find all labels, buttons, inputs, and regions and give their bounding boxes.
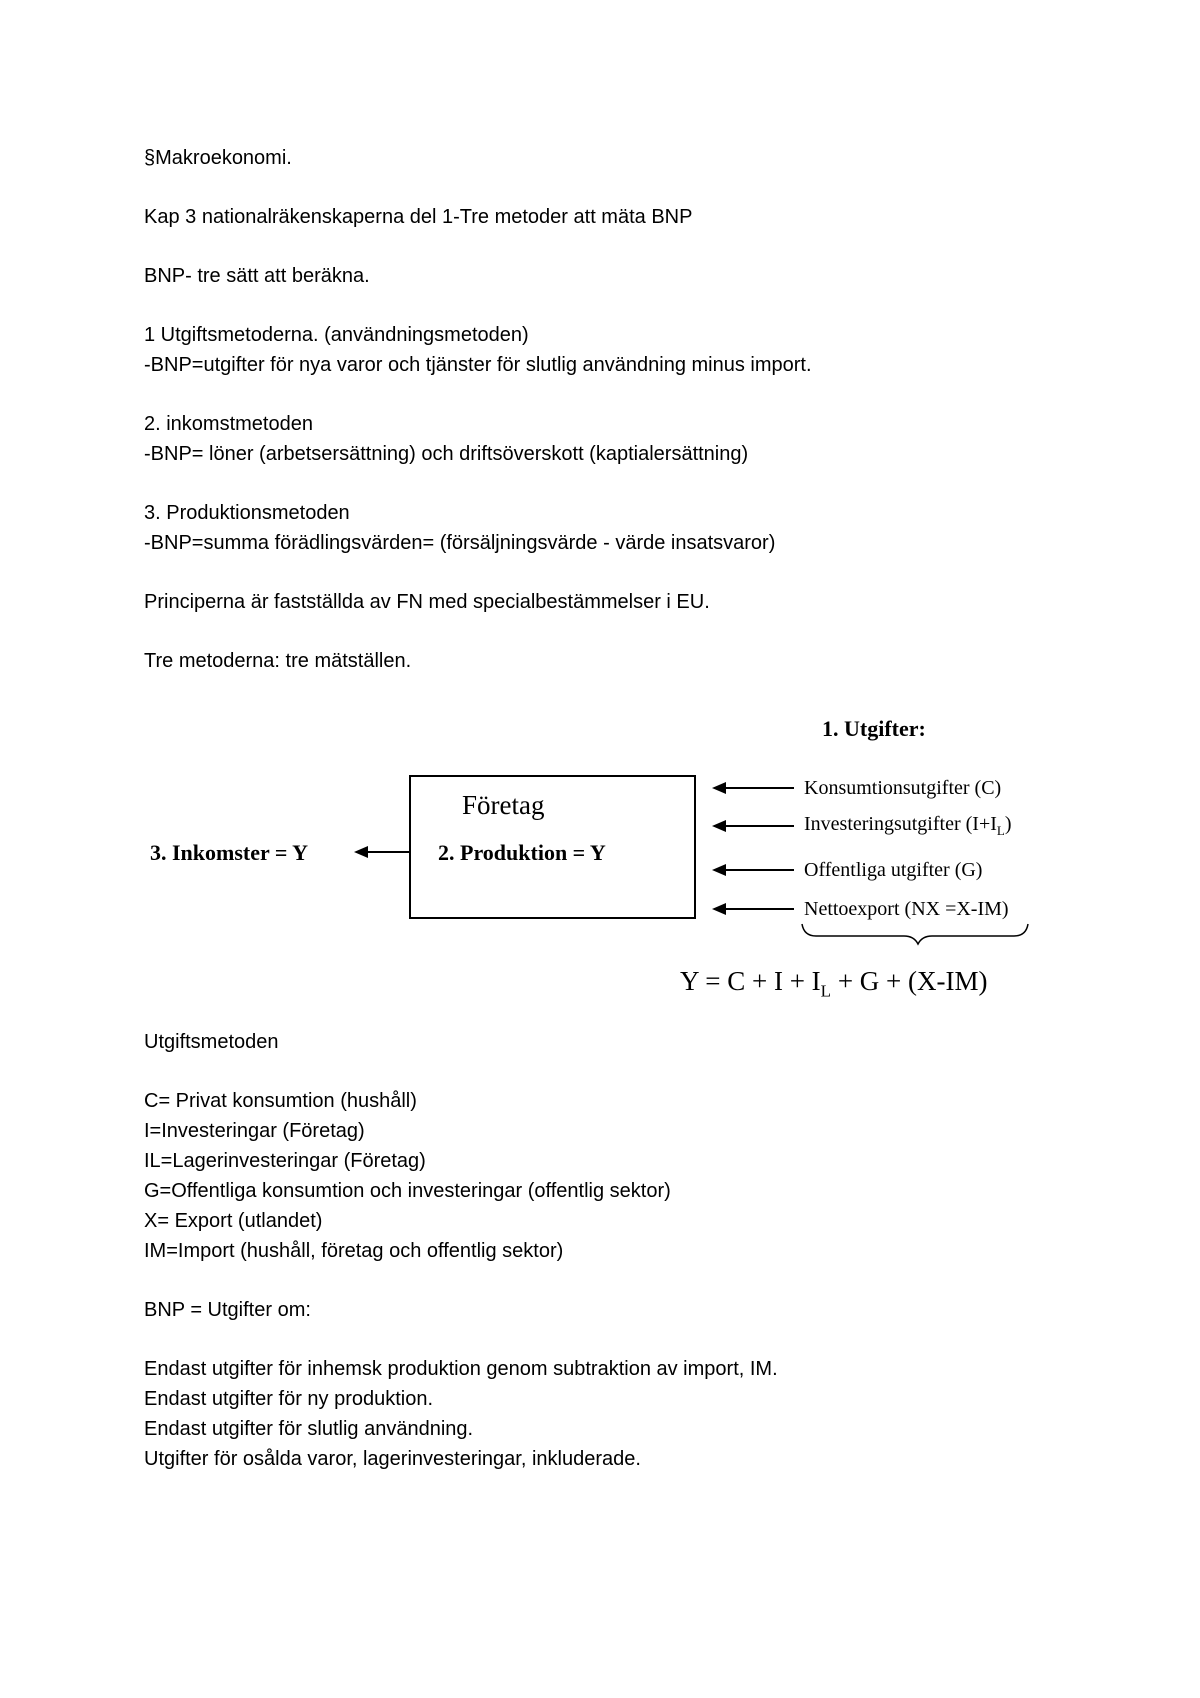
investering-label: Investeringsutgifter $(I+I_L)$ [804, 813, 1012, 838]
method2-description: -BNP= löner (arbetsersättning) och driftsöverskott (kaptialersättning) [144, 443, 749, 465]
konsumtion-label: Konsumtionsutgifter (C) [804, 777, 1002, 799]
definition-item: C= Privat konsumtion (hushåll) [144, 1090, 417, 1112]
bnp-flow-diagram [144, 700, 1064, 1030]
chapter-title: Kap 3 nationalräkenskaperna del 1-Tre metoder att mäta BNP [144, 206, 693, 228]
document-heading: §Makroekonomi. [144, 147, 292, 169]
konsumtion-arrowhead [712, 782, 726, 794]
bnp-conditions-title: BNP = Utgifter om: [144, 1299, 311, 1321]
method2-title: 2. inkomstmetoden [144, 413, 313, 435]
flows-brace [802, 924, 1028, 944]
condition-item: Endast utgifter för ny produktion. [144, 1388, 434, 1410]
bnp-equation: $Y = C + I + I_L + G + (X-IM)$ [680, 966, 988, 1001]
foretag-label: Företag [462, 790, 545, 820]
condition-item: Endast utgifter för slutlig användning. [144, 1418, 474, 1440]
inkomster-arrowhead [354, 846, 368, 858]
offentliga-label: Offentliga utgifter (G) [804, 859, 983, 881]
definition-item: X= Export (utlandet) [144, 1210, 323, 1232]
definition-item: I=Investeringar (Företag) [144, 1120, 365, 1142]
intro-line: BNP- tre sätt att beräkna. [144, 265, 370, 287]
condition-item: Utgifter för osålda varor, lagerinvesteringar, inkluderade. [144, 1448, 641, 1470]
definition-item: IM=Import (hushåll, företag och offentlig sektor) [144, 1240, 564, 1262]
definition-item: IL=Lagerinvesteringar (Företag) [144, 1150, 426, 1172]
method1-title: 1 Utgiftsmetoderna. (användningsmetoden) [144, 324, 529, 346]
principles-line: Principerna är fastställda av FN med specialbestämmelser i EU. [144, 591, 710, 613]
offentliga-arrowhead [712, 864, 726, 876]
definition-item: G=Offentliga konsumtion och investeringar (offentlig sektor) [144, 1180, 671, 1202]
method1-description: -BNP=utgifter för nya varor och tjänster för slutlig användning minus import. [144, 354, 812, 376]
condition-item: Endast utgifter för inhemsk produktion genom subtraktion av import, IM. [144, 1358, 778, 1380]
three-methods-line: Tre metoderna: tre mätställen. [144, 650, 412, 672]
method3-description: -BNP=summa förädlingsvärden= (försäljningsvärde - värde insatsvaror) [144, 532, 776, 554]
netto-arrowhead [712, 903, 726, 915]
method3-title: 3. Produktionsmetoden [144, 502, 350, 524]
expenditure-heading: Utgiftsmetoden [144, 1031, 279, 1053]
utgifter-label: 1. Utgifter: [822, 716, 926, 741]
inkomster-label: 3. Inkomster = Y [150, 840, 308, 865]
investering-arrowhead [712, 820, 726, 832]
netto-label: Nettoexport (NX =X-IM) [804, 898, 1009, 920]
produktion-label: 2. Produktion = Y [438, 840, 606, 865]
